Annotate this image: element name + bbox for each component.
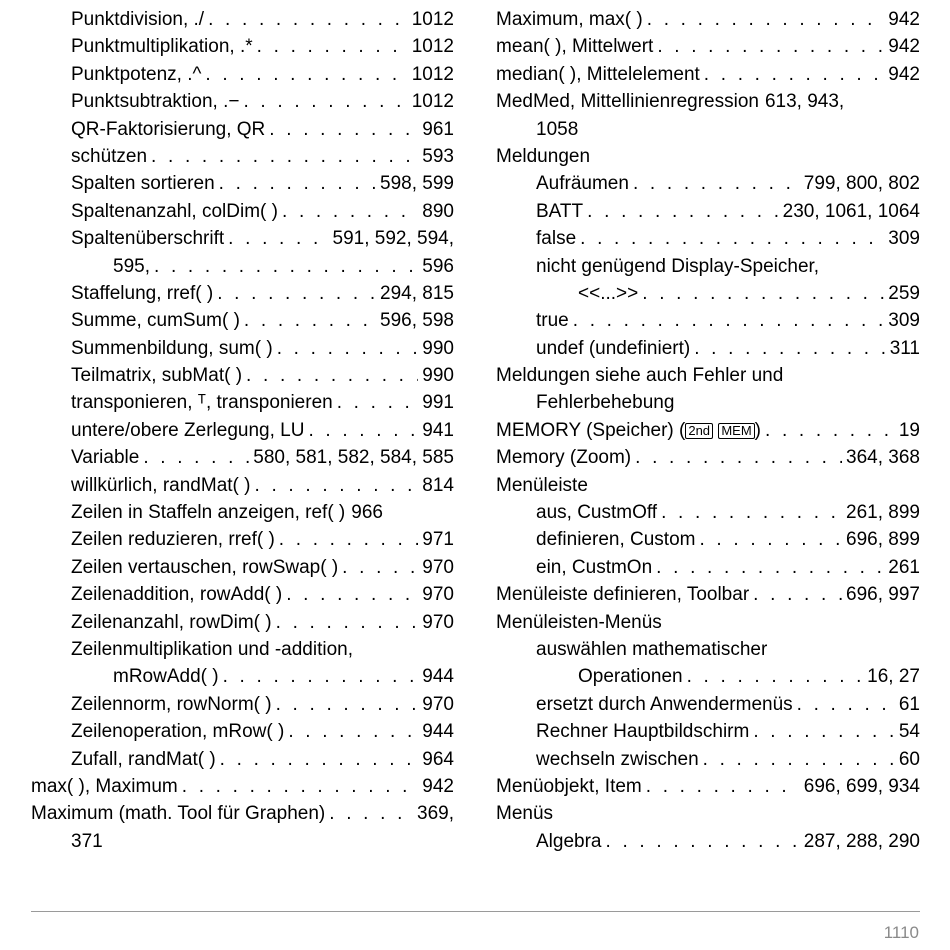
page-reference: 261, 899 — [846, 502, 920, 524]
index-term: Memory (Zoom) — [496, 447, 632, 469]
index-entry — [31, 362, 454, 389]
index-term: Aufräumen — [536, 173, 629, 195]
page-reference: 598, 599 — [380, 173, 454, 195]
page-reference: 591, 592, 594, — [332, 228, 454, 250]
page-reference: 942 — [888, 36, 920, 58]
index-term: BATT — [536, 200, 584, 222]
index-term: Spalten sortieren — [71, 173, 215, 195]
page-reference: 890 — [422, 200, 454, 222]
index-entry — [31, 663, 454, 690]
dot-leader — [228, 225, 328, 252]
index-term: Zeilen reduzieren, rref( ) — [71, 529, 275, 551]
page-reference: 961 — [422, 118, 454, 140]
index-entry — [31, 335, 454, 362]
page-reference: 287, 288, 290 — [803, 830, 920, 852]
index-term: false — [536, 228, 577, 250]
index-entry — [496, 718, 920, 745]
index-term: Summe, cumSum( ) — [71, 310, 240, 332]
dot-leader — [699, 526, 842, 553]
page-reference: 696, 899 — [846, 529, 920, 551]
page-reference: 369, — [417, 803, 454, 825]
index-entry — [31, 718, 454, 745]
dot-leader — [208, 6, 408, 33]
dot-leader — [337, 389, 419, 416]
index-term: Zufall, randMat( ) — [71, 748, 216, 770]
page-reference: 814 — [422, 474, 454, 496]
page-reference: 1012 — [411, 91, 454, 113]
index-entry — [496, 746, 920, 773]
index-entry — [496, 335, 920, 362]
index-entry — [496, 581, 920, 608]
index-entry — [496, 499, 920, 526]
page-reference: 613, 943, — [764, 91, 845, 113]
dot-leader — [646, 773, 800, 800]
index-entry — [496, 307, 920, 334]
index-term: Punktsubtraktion, .− — [71, 91, 240, 113]
index-term: undef (undefiniert) — [536, 337, 691, 359]
dot-leader — [573, 307, 885, 334]
index-term: willkürlich, randMat( ) — [71, 474, 251, 496]
index-entry — [31, 143, 454, 170]
index-term: Teilmatrix, subMat( ) — [71, 365, 243, 387]
index-term: ein, CustmOn — [536, 556, 653, 578]
index-entry — [496, 116, 920, 143]
index-entry — [496, 198, 920, 225]
index-entry — [496, 526, 920, 553]
index-entry — [496, 800, 920, 827]
page-number: 1110 — [883, 923, 919, 942]
dot-leader — [257, 33, 408, 60]
page-reference: 990 — [422, 337, 454, 359]
index-term: wechseln zwischen — [536, 748, 699, 770]
page-reference: 580, 581, 582, 584, 585 — [253, 447, 454, 469]
dot-leader — [269, 116, 418, 143]
dot-leader — [288, 718, 418, 745]
page-reference: 259 — [888, 282, 920, 304]
index-term: Menüleiste — [496, 474, 588, 496]
dot-leader — [687, 663, 864, 690]
index-entry — [31, 6, 454, 33]
index-term: Variable — [71, 447, 140, 469]
index-term: true — [536, 310, 569, 332]
index-column-left — [31, 6, 454, 855]
index-term: Punktmultiplikation, .* — [71, 36, 253, 58]
index-entry — [31, 746, 454, 773]
index-term: Fehlerbehebung — [536, 392, 675, 414]
index-term: Meldungen — [496, 145, 591, 167]
index-term: Menüs — [496, 803, 554, 825]
index-term: <<...>> — [578, 282, 639, 304]
index-term: Zeilenmultiplikation und -addition, — [71, 638, 353, 660]
dot-leader — [282, 198, 418, 225]
index-term: Staffelung, rref( ) — [71, 282, 214, 304]
page-reference: 942 — [888, 9, 920, 30]
index-term: Zeilen in Staffeln anzeigen, ref( ) — [71, 502, 346, 524]
index-term: 371 — [71, 830, 103, 852]
index-term: Maximum, max( ) — [496, 9, 643, 30]
index-term: untere/obere Zerlegung, LU — [71, 419, 305, 441]
dot-leader — [703, 746, 895, 773]
dot-leader — [765, 417, 895, 444]
dot-leader — [246, 362, 418, 389]
index-term: ersetzt durch Anwendermenüs — [536, 693, 793, 715]
dot-leader — [244, 307, 376, 334]
page-reference: 311 — [889, 337, 920, 359]
index-term: Menüobjekt, Item — [496, 775, 642, 797]
index-term: Punktpotenz, .^ — [71, 63, 202, 85]
dot-leader — [276, 609, 419, 636]
index-entry — [496, 691, 920, 718]
page-reference: 970 — [422, 556, 454, 578]
index-term: Spaltenüberschrift — [71, 228, 225, 250]
dot-leader — [342, 554, 418, 581]
dot-leader — [753, 718, 895, 745]
dot-leader — [220, 746, 419, 773]
index-entry — [496, 663, 920, 690]
index-term: transponieren, ᵀ, transponieren — [71, 392, 333, 414]
dot-leader — [657, 33, 884, 60]
dot-leader — [151, 143, 418, 170]
dot-leader — [219, 170, 376, 197]
index-entry — [496, 636, 920, 663]
page-reference: 60 — [898, 748, 920, 770]
index-term: mRowAdd( ) — [113, 666, 219, 688]
footer-rule — [31, 911, 920, 912]
index-term: Zeilennorm, rowNorm( ) — [71, 693, 272, 715]
page-reference: 991 — [422, 392, 454, 414]
page-reference: 970 — [422, 611, 454, 633]
index-entry — [31, 828, 454, 855]
dot-leader — [704, 61, 885, 88]
dot-leader — [642, 280, 884, 307]
dot-leader — [656, 554, 884, 581]
index-term: MEMORY (Speicher) ( 2nd MEM ) — [496, 419, 761, 441]
index-entry — [31, 88, 454, 115]
index-term: max( ), Maximum — [31, 775, 178, 797]
page-reference: 944 — [422, 721, 454, 743]
dot-leader — [243, 88, 407, 115]
page-reference: 16, 27 — [867, 666, 920, 688]
index-entry — [31, 444, 454, 471]
page-reference: 944 — [422, 666, 454, 688]
page-reference: 990 — [422, 365, 454, 387]
dot-leader — [606, 828, 800, 855]
index-term: definieren, Custom — [536, 529, 696, 551]
page-reference: 966 — [351, 502, 383, 524]
index-entry — [496, 389, 920, 416]
index-entry — [31, 307, 454, 334]
index-entry — [496, 280, 920, 307]
dot-leader — [580, 225, 884, 252]
page-reference: 364, 368 — [846, 447, 920, 469]
index-entry — [31, 389, 454, 416]
index-entry — [31, 691, 454, 718]
page-reference: 799, 800, 802 — [803, 173, 920, 195]
page-reference: 596, 598 — [380, 310, 454, 332]
dot-leader — [308, 417, 418, 444]
page-reference: 970 — [422, 693, 454, 715]
index-term: median( ), Mittelelement — [496, 63, 700, 85]
page-reference: 970 — [422, 584, 454, 606]
index-entry — [31, 198, 454, 225]
key-mem-icon: MEM — [718, 423, 754, 439]
index-term: mean( ), Mittelwert — [496, 36, 654, 58]
page-reference: 964 — [422, 748, 454, 770]
dot-leader — [154, 253, 418, 280]
dot-leader — [276, 691, 419, 718]
index-term: QR-Faktorisierung, QR — [71, 118, 266, 140]
index-term: Rechner Hauptbildschirm — [536, 721, 750, 743]
index-term: Algebra — [536, 830, 602, 852]
index-entry — [496, 444, 920, 471]
dot-leader — [753, 581, 842, 608]
index-term: 595, — [113, 255, 150, 277]
index-term: nicht genügend Display-Speicher, — [536, 255, 820, 277]
dot-leader — [633, 170, 800, 197]
index-entry — [496, 828, 920, 855]
index-entry — [31, 253, 454, 280]
index-entry — [496, 609, 920, 636]
page-reference: 294, 815 — [380, 282, 454, 304]
page-reference: 1012 — [411, 63, 454, 85]
index-entry — [496, 33, 920, 60]
page-reference: 941 — [422, 419, 454, 441]
dot-leader — [217, 280, 376, 307]
index-entry — [496, 253, 920, 280]
index-term: Meldungen siehe auch Fehler und — [496, 365, 784, 387]
dot-leader — [182, 773, 419, 800]
page-reference: 1012 — [411, 36, 454, 58]
index-column-right — [496, 6, 920, 855]
index-entry — [496, 554, 920, 581]
index-entry — [31, 499, 454, 526]
index-entry — [31, 472, 454, 499]
page-reference: 971 — [422, 529, 454, 551]
index-term: Summenbildung, sum( ) — [71, 337, 273, 359]
index-entry — [496, 143, 920, 170]
index-term: Zeilenanzahl, rowDim( ) — [71, 611, 272, 633]
dot-leader — [286, 581, 418, 608]
index-entry — [31, 636, 454, 663]
index-term: Menüleiste definieren, Toolbar — [496, 584, 750, 606]
index-entry — [496, 773, 920, 800]
index-entry — [496, 417, 920, 444]
key-2nd-icon: 2nd — [685, 423, 713, 439]
dot-leader — [329, 800, 413, 827]
index-entry — [31, 61, 454, 88]
index-entry — [31, 417, 454, 444]
index-entry — [496, 170, 920, 197]
index-entry — [496, 61, 920, 88]
index-term: Zeilenoperation, mRow( ) — [71, 721, 285, 743]
page-reference: 230, 1061, 1064 — [782, 200, 920, 222]
index-term: MedMed, Mittellinienregression — [496, 91, 759, 113]
index-entry — [31, 773, 454, 800]
index-entry — [31, 526, 454, 553]
index-entry — [31, 581, 454, 608]
dot-leader — [797, 691, 895, 718]
page-reference: 309 — [888, 310, 920, 332]
index-term: 1058 — [536, 118, 579, 140]
dot-leader — [635, 444, 842, 471]
index-entry — [496, 88, 920, 115]
dot-leader — [254, 472, 418, 499]
page-reference: 593 — [422, 145, 454, 167]
index-entry — [496, 362, 920, 389]
dot-leader — [277, 335, 419, 362]
index-entry — [31, 280, 454, 307]
index-entry — [496, 472, 920, 499]
index-term: Zeilenaddition, rowAdd( ) — [71, 584, 283, 606]
index-term: schützen — [71, 145, 148, 167]
index-entry — [496, 6, 920, 33]
dot-leader — [143, 444, 249, 471]
dot-leader — [694, 335, 885, 362]
index-term: Operationen — [578, 666, 683, 688]
index-term: Punktdivision, ./ — [71, 9, 205, 30]
index-entry — [31, 225, 454, 252]
page-reference: 309 — [888, 228, 920, 250]
dot-leader — [661, 499, 842, 526]
index-term: Spaltenanzahl, colDim( ) — [71, 200, 278, 222]
index-term: Zeilen vertauschen, rowSwap( ) — [71, 556, 339, 578]
index-term: Maximum (math. Tool für Graphen) — [31, 803, 326, 825]
page-reference: 61 — [898, 693, 920, 715]
page-reference: 19 — [898, 419, 920, 441]
index-entry — [31, 800, 454, 827]
index-term: Menüleisten-Menüs — [496, 611, 662, 633]
index-term: auswählen mathematischer — [536, 638, 768, 660]
dot-leader — [223, 663, 419, 690]
index-entry — [31, 554, 454, 581]
page-reference: 696, 997 — [846, 584, 920, 606]
index-term: aus, CustmOff — [536, 502, 658, 524]
index-entry — [31, 609, 454, 636]
page-reference: 596 — [422, 255, 454, 277]
page-reference: 696, 699, 934 — [803, 775, 920, 797]
dot-leader — [205, 61, 407, 88]
index-entry — [31, 116, 454, 143]
dot-leader — [587, 198, 778, 225]
index-entry — [31, 33, 454, 60]
index-entry — [496, 225, 920, 252]
dot-leader — [279, 526, 419, 553]
page-reference: 261 — [888, 556, 920, 578]
dot-leader — [647, 6, 885, 33]
page-reference: 942 — [422, 775, 454, 797]
page-reference: 1012 — [411, 9, 454, 30]
page-reference: 942 — [888, 63, 920, 85]
index-entry — [31, 170, 454, 197]
page-reference: 54 — [898, 721, 920, 743]
